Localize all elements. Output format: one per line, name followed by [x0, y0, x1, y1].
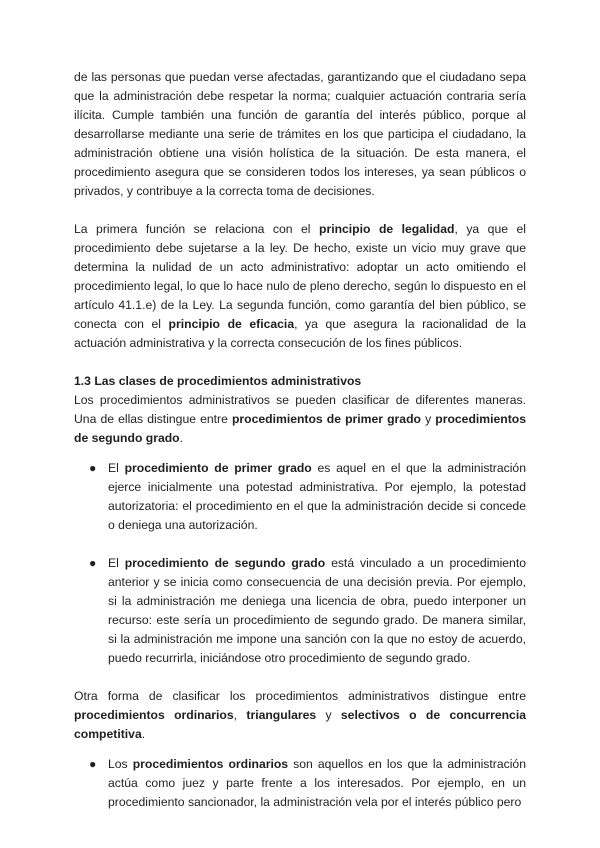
- text-run: está vinculado a un procedimiento anterior y se inicia como consecuencia de una decisión previa. Por ejemplo, si la administración me deniega una licencia de obra, puedo interponer un recurso: este sería un procedimiento de segundo grado. De manera similar, si la administración me impone una sanción con la que no estoy de acuerdo, puedo recurrirla, iniciándose otro procedimiento de segundo grado.: [108, 556, 526, 665]
- text-run: , ya que asegura la racionalidad de la actuación administrativa y la correcta consecución de los fines públicos.: [74, 317, 526, 350]
- paragraph-classification-types: [74, 687, 526, 744]
- types-list: [74, 755, 526, 812]
- bullet-icon: ●: [89, 461, 97, 475]
- text-run: El: [108, 461, 125, 475]
- list-item: [74, 755, 526, 812]
- text-run: .: [179, 431, 184, 445]
- bold-term-legalidad: principio de legalidad: [319, 222, 455, 236]
- paragraph-principles: [74, 220, 526, 353]
- bullet-icon: ●: [89, 556, 97, 570]
- bold-term: procedimiento de primer grado: [124, 461, 312, 475]
- section-heading: 1.3 Las clases de procedimientos administrativos: [74, 374, 362, 388]
- text-run: .: [141, 727, 146, 741]
- paragraph-functions-intro: de las personas que puedan verse afectadas, garantizando que el ciudadano sepa que la administración debe respetar la norma; cualquier actuación contraria sería ilícita. Cumple también una función de garantía del interés público, porque al desarrollarse mediante una serie de trámites en los que participa el ciudadano, la administración obtiene una visión holística de la situación. De esta manera, el procedimiento asegura que se consideren todos los intereses, ya sean públicos o privados, y contribuye a la correcta toma de decisiones.: [74, 70, 526, 198]
- text-run: son aquellos en los que la administración actúa como juez y parte frente a los interesados. Por ejemplo, en un procedimiento sancionador, la administración vela por el interés público pero: [108, 757, 526, 809]
- text-run: y: [316, 708, 341, 722]
- list-item: [74, 459, 526, 535]
- list-item: [74, 554, 526, 668]
- text-run: y: [420, 412, 436, 426]
- bold-term-triangulares: triangulares: [246, 708, 317, 722]
- text-run: Los: [108, 757, 133, 771]
- bold-term: procedimiento de segundo grado: [124, 556, 326, 570]
- bold-term: procedimientos ordinarios: [132, 757, 289, 771]
- text-run: Los procedimientos administrativos se pueden clasificar de diferentes maneras. Una de ellas distingue entre: [74, 393, 526, 426]
- bullet-icon: ●: [89, 757, 97, 771]
- document-page: [74, 68, 526, 812]
- bold-term-primer-grado: procedimientos de primer grado: [231, 412, 421, 426]
- bold-term-ordinarios: procedimientos ordinarios: [74, 708, 234, 722]
- text-run: ,: [233, 708, 247, 722]
- grade-list: [74, 459, 526, 668]
- text-run: Otra forma de clasificar los procedimientos administrativos distingue entre: [74, 689, 526, 703]
- bold-term-selectivos: selectivos o de concurrencia competitiva: [74, 708, 527, 741]
- paragraph-classification-grades: [74, 391, 526, 448]
- text-run: , ya que el procedimiento debe sujetarse a la ley. De hecho, existe un vicio muy grave que determina la nulidad de un acto administrativo: adoptar un acto omitiendo el procedimiento legal, lo que lo hace nulo de pleno derecho, según lo dispuesto en el artículo 41.1.e) de la Ley. La segunda función, como garantía del bien público, se conecta con el: [74, 222, 526, 331]
- text-run: La primera función se relaciona con el: [74, 222, 319, 236]
- text-run: El: [108, 556, 125, 570]
- bold-term-eficacia: principio de eficacia: [168, 317, 295, 331]
- bold-term-segundo-grado: procedimientos de segundo grado: [74, 412, 526, 445]
- text-run: es aquel en el que la administración ejerce inicialmente una potestad administrativa. Por ejemplo, la potestad autorizatoria: el procedimiento en el que la administración decide si concede o deniega una autorización.: [108, 461, 526, 532]
